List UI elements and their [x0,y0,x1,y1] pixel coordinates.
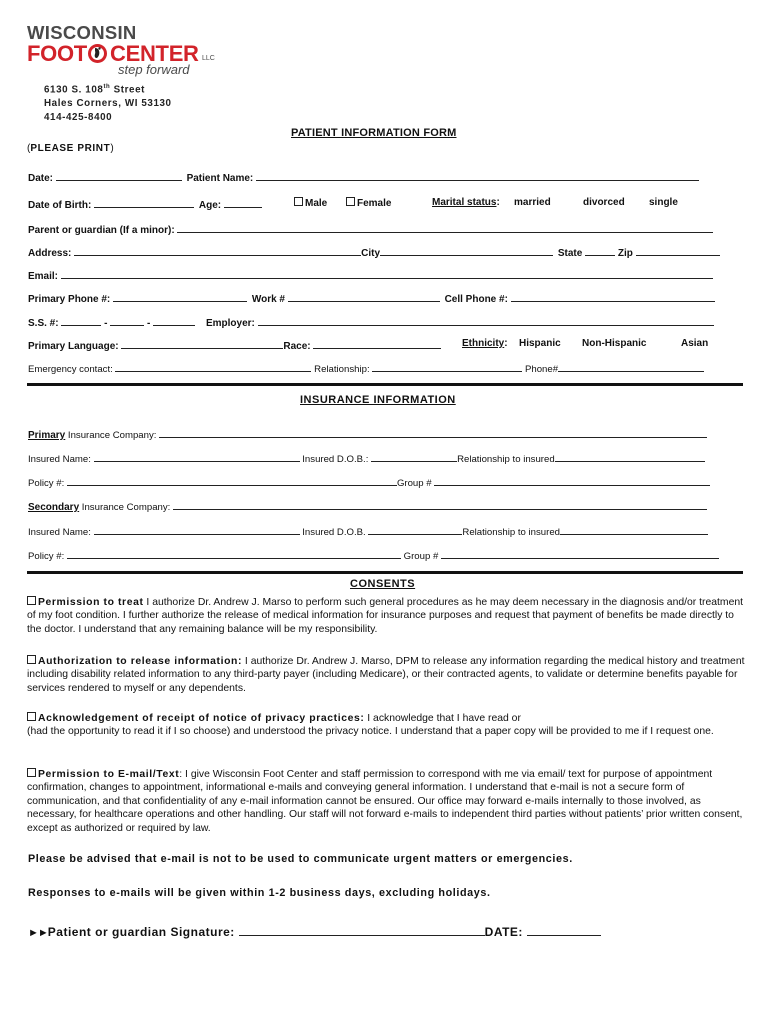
city-field[interactable] [380,245,553,256]
ss-part-1-field[interactable] [61,315,101,326]
ethnicity-hispanic-option[interactable]: Hispanic [519,338,561,349]
zip-field[interactable] [636,245,720,256]
emergency-phone-field[interactable] [558,361,704,372]
section-divider-2 [27,571,743,574]
male-option[interactable]: Male [294,197,327,210]
secondary-policy-row: Policy #: Group # [28,548,719,563]
email-field[interactable] [61,268,713,279]
primary-insured-name-field[interactable] [94,451,300,462]
phone-number: 414-425-8400 [44,112,113,123]
dob-row: Date of Birth: Age: [28,197,262,212]
consent-release-information: Authorization to release information: I authorize Dr. Andrew J. Marso, DPM to release any information regarding the medical history and treatment including disability related information to any third-party payer (including Medicare), or their contracted agents, to validate or determine benefits payable for services rendered to myself or any dependents. [27,656,745,694]
secondary-group-field[interactable] [441,548,719,559]
primary-insurance-row: Primary Insurance Company: [28,427,707,442]
insurance-section-title: INSURANCE INFORMATION [300,394,456,406]
male-checkbox[interactable] [294,197,303,206]
patient-name-field[interactable] [256,170,699,181]
race-field[interactable] [313,338,441,349]
secondary-insurance-row: Secondary Insurance Company: [28,499,707,514]
marital-status-label: Marital status: [432,197,500,208]
primary-insurance-company-field[interactable] [159,427,707,438]
emergency-relationship-field[interactable] [372,361,522,372]
signature-date-field[interactable] [527,924,601,936]
primary-phone-field[interactable] [113,291,247,302]
address-row: Address: City State Zip [28,245,720,260]
secondary-insured-name-field[interactable] [94,524,300,535]
signature-arrows-icon: ►► [28,927,48,939]
state-field[interactable] [585,245,615,256]
race-asian-option[interactable]: Asian [681,338,709,349]
primary-insured-dob-field[interactable] [371,451,457,462]
work-phone-field[interactable] [288,291,440,302]
female-checkbox[interactable] [346,197,355,206]
consent-email-checkbox[interactable] [27,768,36,777]
age-field[interactable] [224,197,262,208]
emergency-contact-field[interactable] [115,361,311,372]
logo-word-center: CENTER [110,41,199,66]
language-row: Primary Language: Race: [28,338,441,353]
primary-policy-field[interactable] [67,475,397,486]
please-print-note: (PLEASE PRINT) [27,143,114,154]
primary-language-field[interactable] [121,338,283,349]
cell-phone-field[interactable] [511,291,715,302]
employer-field[interactable] [258,315,714,326]
marital-married-option[interactable]: married [514,197,551,208]
consent-permission-to-treat: Permission to treat I authorize Dr. Andrew J. Marso to perform such general procedures as he may deem necessary in the diagnosis and/or treatment of my foot condition. I further authorize the release of medical information for insurance purposes and request that payment of benefits be made directly to the doctor. I understand that any remaining balance will be my responsibility. [27,597,744,635]
address-line-1: 6130 S. 108th Street [44,84,146,96]
dob-field[interactable] [94,197,194,208]
emergency-row: Emergency contact: Relationship: Phone# [28,361,704,376]
consents-section-title: CONSENTS [350,578,416,590]
ss-part-2-field[interactable] [110,315,144,326]
logo-line-1: WISCONSIN [27,22,137,43]
consent-privacy-practices: Acknowledgement of receipt of notice of privacy practices: I acknowledge that I have read or (had the opportunity to read it if I so choose) and understood the privacy notice. I understand that a paper copy will be provided to me if I request one. [27,713,714,738]
primary-relationship-field[interactable] [555,451,705,462]
email-row: Email: [28,268,713,283]
ethnicity-non-hispanic-option[interactable]: Non-Hispanic [582,338,647,349]
date-row: Date: Patient Name: [28,170,699,185]
secondary-policy-field[interactable] [67,548,401,559]
ss-part-3-field[interactable] [153,315,195,326]
ss-row: S.S. #: - - Employer: [28,315,714,330]
section-divider-1 [27,383,743,386]
secondary-insured-dob-field[interactable] [368,524,462,535]
phone-row: Primary Phone #: Work # Cell Phone #: [28,291,715,306]
address-field[interactable] [74,245,361,256]
secondary-relationship-field[interactable] [560,524,708,535]
consent-privacy-checkbox[interactable] [27,712,36,721]
date-field[interactable] [56,170,182,181]
email-urgent-notice: Please be advised that e-mail is not to be used to communicate urgent matters or emergencies. [28,853,573,865]
secondary-insurance-company-field[interactable] [173,499,707,510]
secondary-insured-row: Insured Name: Insured D.O.B. Relationship to insured [28,524,708,539]
female-option[interactable]: Female [346,197,391,210]
consent-treat-checkbox[interactable] [27,596,36,605]
marital-divorced-option[interactable]: divorced [583,197,625,208]
logo-tagline: step forward [118,62,190,77]
marital-single-option[interactable]: single [649,197,678,208]
consent-email-text: Permission to E-mail/Text: I give Wisconsin Foot Center and staff permission to correspond with me via email/ text for purpose of appointment confirmation, changes to appointment, informational e-mails and conveying general information. I understand that e-mail is not a secure form of communication, and that confidentiality of any e-mail information cannot be ensured. Our office may forward e-mails internally to those involved, as necessary, for healthcare operations and other handling. Our staff will not forward e-mails to independent third parties without patients’ prior written consent, except as authorized or required by law. [27,769,743,834]
primary-group-field[interactable] [434,475,710,486]
logo-word-foot: FOOT [27,41,87,66]
guardian-field[interactable] [177,222,713,233]
primary-policy-row: Policy #: Group # [28,475,710,490]
consent-release-checkbox[interactable] [27,655,36,664]
ethnicity-label: Ethnicity: [462,338,508,349]
signature-row: ►►Patient or guardian Signature: DATE: [28,924,601,940]
email-response-notice: Responses to e-mails will be given within 1-2 business days, excluding holidays. [28,887,491,899]
address-line-2: Hales Corners, WI 53130 [44,98,172,109]
signature-field[interactable] [239,924,485,936]
company-logo [27,22,222,80]
primary-insured-row: Insured Name: Insured D.O.B.: Relationship to insured [28,451,705,466]
foot-logo-icon [87,43,108,64]
form-title: PATIENT INFORMATION FORM [291,127,457,139]
logo-llc: LLC [202,55,215,62]
guardian-row: Parent or guardian (If a minor): [28,222,713,237]
